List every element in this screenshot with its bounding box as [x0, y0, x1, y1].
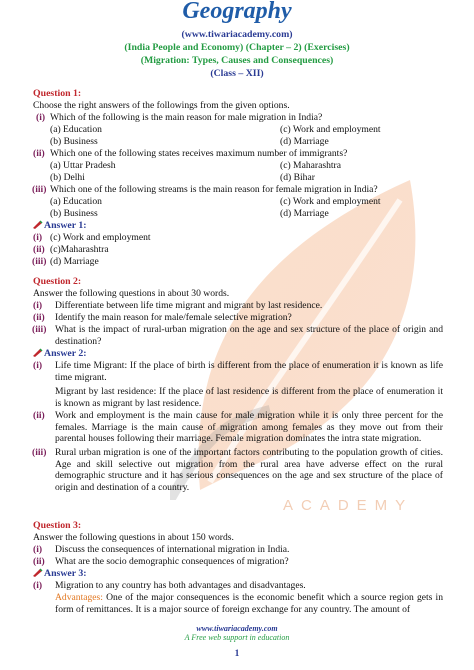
question-2-label: Question 2:: [33, 276, 82, 287]
q1-option: (b) Business: [50, 136, 98, 147]
answer-3-label-text: Answer 3:: [44, 568, 87, 579]
header-book-line: (India People and Economy) (Chapter – 2) (Exercises): [124, 42, 350, 53]
footer-tagline-text: A Free web support in education: [184, 633, 290, 642]
question-3-intro: Answer the following questions in about 150 words.: [33, 532, 234, 543]
q1-option: (d) Bihar: [280, 172, 315, 183]
q3-item-num: (i): [33, 544, 43, 555]
a2-item-text: Work and employment is the main cause for male migration while it is only three percent for the females. Marriage is the main cause of migration among females as they move out from their parental houses following their marriage. Female migration dominates the intra state migration.: [55, 410, 443, 445]
pen-icon: [33, 348, 43, 357]
answer-2-label: [33, 348, 87, 359]
a1-item-text: (c) Work and employment: [50, 232, 151, 243]
footer-website-text: www.tiwariacademy.com: [196, 624, 278, 633]
footer-website[interactable]: [0, 624, 474, 633]
q2-item-text: Differentiate between life time migrant and migrant by last residence.: [55, 300, 323, 311]
q1-item-num: (ii): [33, 148, 45, 159]
q1-item-num: (i): [36, 112, 46, 123]
header-website-text: (www.tiwariacademy.com): [181, 29, 293, 40]
a1-item-num: (iii): [32, 256, 47, 267]
q3-item-text: What are the socio demographic consequences of migration?: [55, 556, 289, 567]
q1-option: (b) Business: [50, 208, 98, 219]
answer-1-label-text: Answer 1:: [44, 220, 87, 231]
q2-item-num: (i): [33, 300, 43, 311]
a3-item-text: Migration to any country has both advantages and disadvantages.: [55, 580, 306, 591]
q1-option: (b) Delhi: [50, 172, 85, 183]
q1-item-text: Which one of the following streams is the main reason for female migration in India?: [50, 184, 378, 195]
q1-option: (a) Education: [50, 196, 102, 207]
q1-option: (a) Uttar Pradesh: [50, 160, 116, 171]
a1-item-text: (d) Marriage: [50, 256, 99, 267]
pen-icon: [33, 220, 43, 229]
q1-option: (c) Maharashtra: [280, 160, 341, 171]
q1-item-text: Which of the following is the main reason for male migration in India?: [50, 112, 323, 123]
q1-option: (c) Work and employment: [280, 124, 381, 135]
a3-advantages-paragraph: [55, 592, 443, 615]
question-3-label: Question 3:: [33, 520, 82, 531]
q1-option: (a) Education: [50, 124, 102, 135]
a2-item-num: (iii): [32, 447, 47, 458]
footer-tagline: [0, 633, 474, 642]
header-website[interactable]: [0, 29, 474, 40]
a1-item-num: (ii): [33, 244, 45, 255]
header-class-line: (Class – XII): [210, 68, 264, 79]
q3-item-num: (ii): [33, 556, 45, 567]
q2-item-text: What is the impact of rural-urban migration on the age and sex structure of the place of origin and destination?: [55, 324, 443, 347]
answer-3-label: [33, 568, 87, 579]
q1-option: (d) Marriage: [280, 136, 329, 147]
question-1-label: Question 1:: [33, 88, 82, 99]
a2-item-text: Rural urban migration is one of the important factors contributing to the population growth of cities. Age and skill selective out migration from the rural area have adverse effect on the rural demographic structure and it has serious consequences on the age and sex structure of the place of origin and destination of a country.: [55, 447, 443, 494]
advantages-text: One of the major consequences is the economic benefit which a source region gets in form of remittances. It is a major source of foreign exchange for any country. The amount of: [55, 592, 443, 615]
answer-2-label-text: Answer 2:: [44, 348, 87, 359]
a1-item-text: (c)Maharashtra: [50, 244, 109, 255]
page-title: Geography: [182, 0, 292, 24]
a1-item-num: (i): [33, 232, 43, 243]
answer-1-label: [33, 220, 87, 231]
q3-item-text: Discuss the consequences of international migration in India.: [55, 544, 290, 555]
q1-option: (d) Marriage: [280, 208, 329, 219]
question-1-intro: Choose the right answers of the followings from the given options.: [33, 100, 290, 111]
a3-item-num: (i): [33, 580, 43, 591]
a2-item-num: (i): [33, 360, 43, 371]
a2-item-text: Life time Migrant: If the place of birth is different from the place of enumeration it is known as life time migrant.: [55, 360, 443, 383]
academy-watermark-text: ACADEMY: [283, 497, 414, 514]
q2-item-num: (iii): [32, 324, 47, 335]
q2-item-text: Identify the main reason for male/female selective migration?: [55, 312, 292, 323]
advantages-lead: Advantages:: [55, 592, 103, 603]
page-number: [0, 649, 474, 659]
question-2-intro: Answer the following questions in about 30 words.: [33, 288, 230, 299]
header-topic-line: (Migration: Types, Causes and Consequences): [140, 55, 334, 66]
pen-icon: [33, 568, 43, 577]
a2-item-text: Migrant by last residence: If the place of last residence is different from the place of enumeration it is known as migrant by last residence.: [55, 386, 443, 409]
q1-item-num: (iii): [32, 184, 47, 195]
a2-item-num: (ii): [33, 410, 45, 421]
q2-item-num: (ii): [33, 312, 45, 323]
q1-option: (c) Work and employment: [280, 196, 381, 207]
q1-item-text: Which one of the following states receives maximum number of immigrants?: [50, 148, 348, 159]
page-number-text: 1: [234, 649, 240, 659]
